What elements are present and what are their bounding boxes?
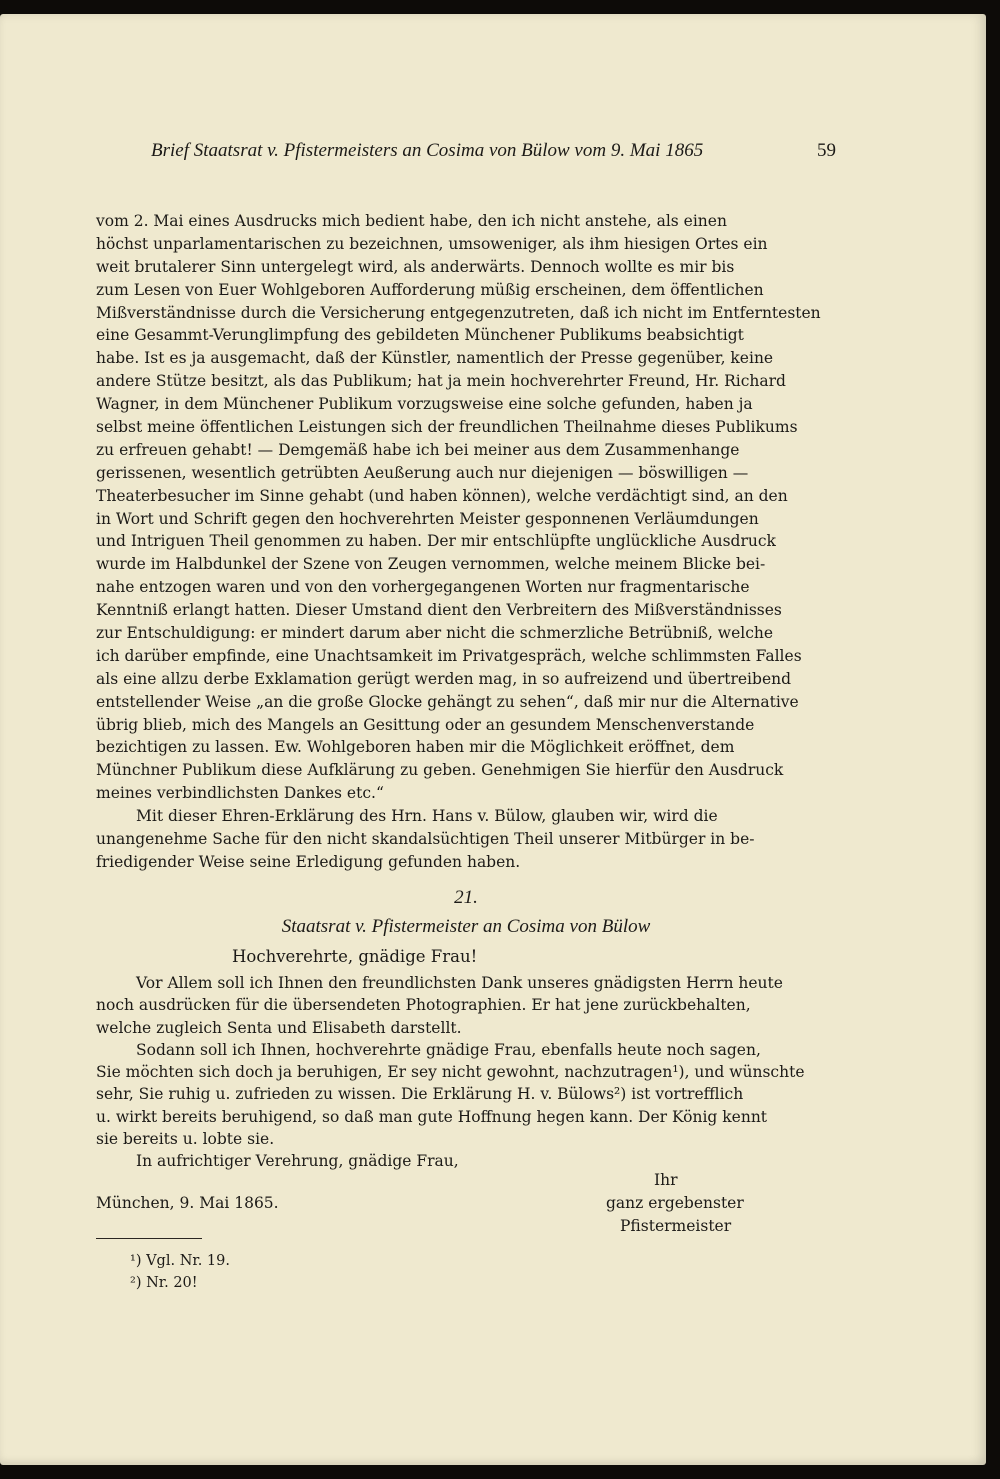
footnotes <box>130 1250 230 1294</box>
text-line: höchst unparlamentarischen zu bezeichnen, umsoweniger, als ihm hiesigen Ortes ein <box>96 234 768 253</box>
text-line: Münchner Publikum diese Aufklärung zu geben. Genehmigen Sie hierfür den Ausdruck <box>96 761 784 780</box>
text-line: und Intriguen Theil genommen zu haben. Der mir entschlüpfte unglückliche Ausdruck <box>96 532 776 551</box>
text-line: weit brutalerer Sinn untergelegt wird, als anderwärts. Dennoch wollte es mir bis <box>96 257 735 276</box>
salutation: Hochverehrte, gnädige Frau! <box>232 947 478 966</box>
text-line: andere Stütze besitzt, als das Publikum; hat ja mein hochverehrter Freund, Hr. Richard <box>96 372 786 391</box>
text-line: Mißverständnisse durch die Versicherung entgegenzutreten, daß ich nicht im Entferntesten <box>96 303 821 322</box>
text-line: übrig blieb, mich des Mangels an Gesittung oder an gesundem Menschenverstande <box>96 715 755 734</box>
text-line: selbst meine öffentlichen Leistungen sich der freundlichen Theilnahme dieses Publikums <box>96 418 798 437</box>
text-line: unangenehme Sache für den nicht skandalsüchtigen Theil unserer Mitbürger in be- <box>96 830 755 849</box>
running-header <box>96 140 836 170</box>
letter-title: Staatsrat v. Pfistermeister an Cosima von Bülow <box>281 916 651 937</box>
body-text <box>96 210 836 874</box>
text-line: meines verbindlichsten Dankes etc.“ <box>96 784 384 803</box>
text-line: zur Entschuldigung: er mindert darum aber nicht die schmerzliche Betrübniß, welche <box>96 624 774 643</box>
text-line: friedigender Weise seine Erledigung gefunden haben. <box>96 852 521 871</box>
text-line: Kenntniß erlangt hatten. Dieser Umstand dient den Verbreitern des Mißverständnisses <box>96 601 782 620</box>
page-number: 59 <box>817 140 836 161</box>
letter-text <box>96 972 836 1173</box>
text-line: habe. Ist es ja ausgemacht, daß der Künstler, namentlich der Presse gegenüber, keine <box>96 349 774 368</box>
closing-regards: ganz ergebenster <box>606 1194 744 1212</box>
text-line: Mit dieser Ehren-Erklärung des Hrn. Hans v. Bülow, glauben wir, wird die <box>136 807 718 826</box>
footnote: ²) Nr. 20! <box>130 1275 198 1291</box>
footnote-rule <box>96 1238 202 1239</box>
text-line: entstellender Weise „an die große Glocke gehängt zu sehen“, daß mir nur die Alternative <box>96 692 799 711</box>
running-title: Brief Staatsrat v. Pfistermeisters an Cosima von Bülow vom 9. Mai 1865 <box>151 140 704 161</box>
letter-line: sehr, Sie ruhig u. zufrieden zu wissen. Die Erklärung H. v. Bülows²) ist vortrefflich <box>96 1085 744 1104</box>
letter-line: Sie möchten sich doch ja beruhigen, Er sey nicht gewohnt, nachzutragen¹), und wünschte <box>96 1063 805 1082</box>
letter-line: welche zugleich Senta und Elisabeth darstellt. <box>96 1018 462 1037</box>
text-line: als eine allzu derbe Exklamation gerügt werden mag, in so aufreizend und übertreibend <box>96 669 792 688</box>
footnote: ¹) Vgl. Nr. 19. <box>130 1253 230 1269</box>
letter-line: u. wirkt bereits beruhigend, so daß man gute Hoffnung hegen kann. Der König kennt <box>96 1107 768 1126</box>
letter-line: noch ausdrücken für die übersendeten Photographien. Er hat jene zurückbehalten, <box>96 996 751 1015</box>
text-line: eine Gesammt-Verunglimpfung des gebildeten Münchener Publikums beabsichtigt <box>96 326 744 345</box>
text-line: in Wort und Schrift gegen den hochverehrten Meister gesponnenen Verläumdungen <box>96 509 759 528</box>
text-line: bezichtigen zu lassen. Ew. Wohlgeboren haben mir die Möglichkeit eröffnet, dem <box>96 738 735 757</box>
text-line: vom 2. Mai eines Ausdrucks mich bedient habe, den ich nicht anstehe, als einen <box>96 212 727 230</box>
text-line: zu erfreuen gehabt! — Demgemäß habe ich bei meiner aus dem Zusammenhange <box>96 440 740 459</box>
letter-line: Sodann soll ich Ihnen, hochverehrte gnädige Frau, ebenfalls heute noch sagen, <box>136 1040 761 1059</box>
letter-line: In aufrichtiger Verehrung, gnädige Frau, <box>136 1152 459 1171</box>
letter-line: Vor Allem soll ich Ihnen den freundlichsten Dank unseres gnädigsten Herrn heute <box>136 974 783 992</box>
letter-line: sie bereits u. lobte sie. <box>96 1130 275 1149</box>
text-line: nahe entzogen waren und von den vorhergegangenen Worten nur fragmentarische <box>96 578 750 597</box>
book-page <box>0 14 986 1465</box>
text-line: Theaterbesucher im Sinne gehabt (und haben können), welche verdächtigt sind, an den <box>96 486 788 505</box>
text-line: gerissenen, wesentlich getrübten Aeußerung auch nur diejenigen — böswilligen — <box>96 463 749 482</box>
text-line: Wagner, in dem Münchener Publikum vorzugsweise eine solche gefunden, haben ja <box>96 395 753 414</box>
letter-number: 21. <box>454 887 478 908</box>
text-line: ich darüber empfinde, eine Unachtsamkeit im Privatgespräch, welche schlimmsten Falles <box>96 646 802 665</box>
closing-ihr: Ihr <box>654 1171 678 1189</box>
signature: Pfistermeister <box>620 1217 732 1235</box>
place-date: München, 9. Mai 1865. <box>96 1194 279 1212</box>
text-line: wurde im Halbdunkel der Szene von Zeugen vernommen, welche meinem Blicke bei- <box>96 555 766 574</box>
text-line: zum Lesen von Euer Wohlgeboren Aufforderung müßig erscheinen, dem öffentlichen <box>96 280 764 299</box>
